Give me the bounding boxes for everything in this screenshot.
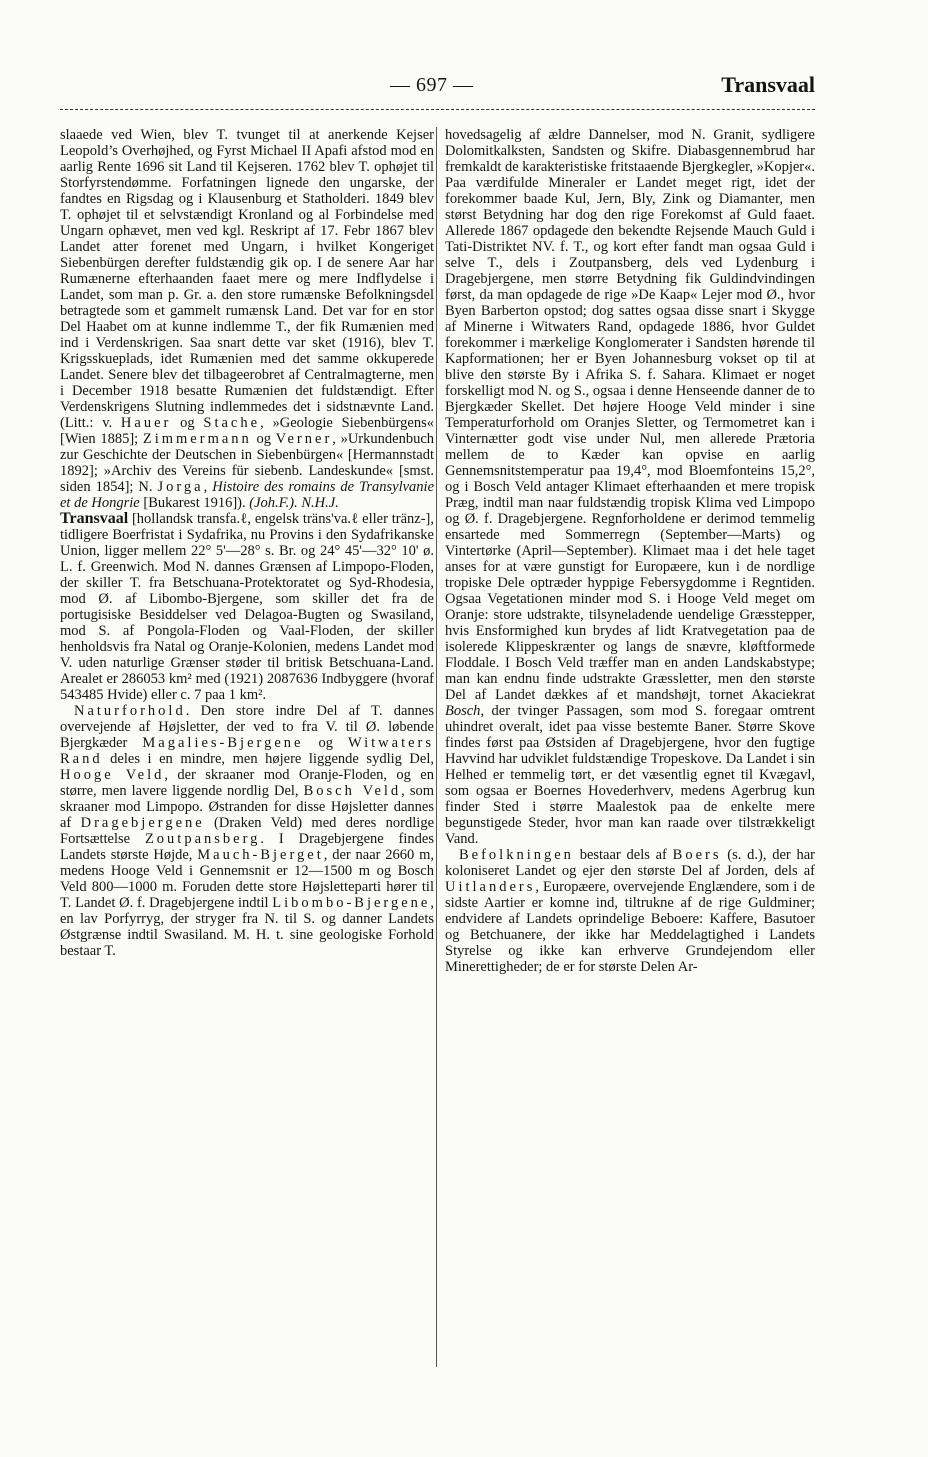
place-name: Mauch-Bjerget xyxy=(197,847,324,863)
entry-headword: Transvaal xyxy=(60,510,129,527)
text-run: slaaede ved Wien, blev T. tvunget til at anerkende Kejser Leopold’s Overhøjhed, og Fyrst Michael II Apafi afstod mod en aarlig Rente 1696 sit Land til Kejseren. 1762 blev T. ophøjet til Storfyrstendømme. Forfatningen lignede den ungarske, der fandtes en Rigsdag og i Klausenburg et Statholderi. 1849 blev T. ophøjet til et selvstændigt Kronland og al Forbindelse med Ungarn ophævet, men ved kgl. Reskript af 17. Febr 1867 blev Landet atter forenet med Ungarn, i hvilket Kongeriget Siebenbürgen derefter fuldstændig gik op. I de senere Aar har Rumænerne efterhaanden faaet mere og mere Indflydelse i Landet, som man p. Gr. a. den store rumænske Befolkningsdel betragtede som et gammelt rumænsk Land. Det var for en stor Del Haabet om at kunne indlemme T., der fik Rumænien med ind i Verdenskrigen. Saa snart dette var sket (1916), blev T. Krigsskueplads, idet Rumænien med det samme okkuperede Landet. Senere blev det tilbageerobret af Centralmagterne, men i December 1918 besatte Rumænien det fuldstændigt. Efter Verdenskrigens Slutning indlemmedes det i sidstnævnte Land. (Litt.: v. xyxy=(60,127,434,431)
right-column xyxy=(445,127,815,1377)
text-run: [hollandsk transfa.ℓ, engelsk träns'va.ℓ eller tränz-], tidligere Boerfristat i Sydafrika, nu Provins i den Sydafrikanske Union, ligger mellem 22° 5'—28° s. Br. og 24° 45'—32° 10' ø. L. f. Greenwich. Mod N. dannes Grænsen af Limpopo-Floden, der skiller T. fra Betschuana-Protektoratet og Syd-Rhodesia, mod Ø. af Libombo-Bjergene, som skiller det fra de portugisiske Besiddelser ved Delagoa-Bugten og Swasiland, mod S. af Pongola-Floden og Vaal-Floden, der skiller henholdsvis fra Natal og Oranje-Kolonien, medens Landet mod V. uden naturlige Grænser støder til britisk Betschuana-Land. Arealet er 286053 km² med (1921) 2087636 Indbyggere (hvoraf 543485 Hvide) eller c. 7 paa 1 km². xyxy=(60,511,434,703)
text-run: , en lav Porfyrryg, der stryger fra N. til S. og danner Landets Østgrænse indtil Swasiland. M. H. t. sine geologiske Forhold bestaar T. xyxy=(60,895,434,959)
text-run: , xyxy=(203,479,213,495)
text-run: (s. d.), der har koloniseret Landet og ejer den største Del af Jorden, dels af xyxy=(445,847,815,879)
place-name: Zoutpansberg xyxy=(144,831,261,847)
text-run: og xyxy=(171,415,204,431)
book-title: Histoire des romains de Transylvanie et de Hongrie xyxy=(60,479,434,511)
text-run: , som skraaner mod Limpopo. Østranden for disse Højsletter dannes af xyxy=(60,783,434,831)
place-name: Magalies-Bjergene xyxy=(142,735,304,751)
section-heading: Befolkningen xyxy=(459,847,574,863)
paragraph xyxy=(445,127,815,847)
text-run: hovedsagelig af ældre Dannelser, mod N. Granit, sydligere Dolomitkalksten, Sandsten og Skifre. Diabasgennembrud har fremkaldt de karakteristiske fritstaaende Bjergkegler, »Kopjer«. Paa værdifulde Mineraler er Landet meget rigt, idet der forekommer baade Kul, Jern, Bly, Zink og Diamanter, men størst Betydning har dog den rige Forekomst af Guld faaet. Allerede 1867 opdagede den bekendte Rejsende Mauch Guld i Tati-Distriktet NV. f. T., og kort efter fandt man ogsaa Guld i selve T., dels i Zoutpansberg, dels ved Lydenburg i Dragebjergene, men større Betydning fik Guldindvindingen først, da man opdagede de rige »De Kaap« Lejer mod Ø., hvor Byen Barberton opstod; dog sattes ogsaa disse snart i Skygge af Minerne i Witwaters Rand, opdagede 1886, hvor Guldet forekommer i mærkelige Konglomerater i Sandsten hørende til Kapformationen; her er Byen Johannesburg vokset op til at blive den største By i Afrika S. f. Sahara. Klimaet er noget forskelligt mod N. og S., ogsaa i denne Henseende danner de to Bjergkæder Skellet. Det højere Hooge Veld minder i sine Temperaturforhold om Oranjes Sletter, og Termometret kan i Vinternætter godt vise under Nul, men allerede Prætoria mellem de to Kæder kan opvise en aarlig Gennemsnitstemperatur paa 19,4°, mod Bloemfonteins 15,2°, og i Bosch Veld antager Klimaet efterhaanden et mere tropisk Præg, indtil man naar fuldstændig tropisk Klima ved Limpopo og Ø. f. Dragebjergene. Regnforholdene er derimod temmelig ensartede med Sommerregn (September—Marts) og Vintertørke (April—September). Klimaet maa i det hele taget anses for at være gunstigt for Europæere, kun i de nordlige tropiske Dele optræder hyppige Febersygdomme i Regntiden. Ogsaa Vegetationen minder mod S. i Hooge Veld meget om Oranje: store udstrakte, tilsyneladende uendelige Græsstepper, hvis Ensformighed kun brydes af lidt Kratvegetation paa de isolerede Klippeskrænter og langs de snævre, kløftformede Floddale. I Bosch Veld træffer man en anden Landskabstype; man kan endnu finde udstrakte Græssletter, men den største Del af Landet dækkes af et mandshøjt, tornet Akaciekrat xyxy=(445,127,815,703)
column-divider xyxy=(436,127,437,1367)
author-name: Hauer xyxy=(120,415,172,431)
place-name: Bosch Veld xyxy=(303,783,402,799)
author-name: Jorga xyxy=(157,479,204,495)
place-name: Libombo-Bjergene xyxy=(272,895,431,911)
paragraph xyxy=(60,703,434,959)
text-run: deles i en mindre, men højere liggende sydlig Del, xyxy=(102,751,434,767)
text-run: og xyxy=(303,735,348,751)
paragraph xyxy=(60,127,434,511)
left-column xyxy=(60,127,434,1377)
term: Boers xyxy=(672,847,722,863)
text-run: , der skraaner mod Oranje-Floden, og en større, men lavere liggende nordlig Del, xyxy=(60,767,434,799)
italic-term: Bosch xyxy=(445,703,481,719)
text-run: , »Urkundenbuch zur Geschichte der Deutschen in Siebenbürgen« [Hermannstadt 1892]; »Archiv des Vereins für siebenb. Landeskunde« [smst. siden 1854]; N. xyxy=(60,431,434,495)
paragraph xyxy=(445,847,815,975)
author-name: Verner xyxy=(275,431,333,447)
author-name: Zimmermann xyxy=(142,431,252,447)
text-run: , der naar 2660 m, medens Hooge Veld i Gennemsnit er 12—1500 m og Bosch Veld 800—1000 m. Foruden dette store Højsletteparti hører til T. Landet Ø. f. Dragebjergene indtil xyxy=(60,847,434,911)
text-run: bestaar dels af xyxy=(573,847,673,863)
entry-paragraph xyxy=(60,511,434,703)
section-heading: Naturforhold xyxy=(74,703,186,719)
place-name: Dragebjergene xyxy=(80,815,205,831)
text-run: . Den store indre Del af T. dannes overvejende af Højsletter, der ved to fra V. til Ø. løbende Bjergkæder xyxy=(60,703,434,751)
text-run: . I Dragebjergene findes Landets største Højde, xyxy=(60,831,434,863)
page-header xyxy=(60,70,815,104)
running-head: Transvaal xyxy=(721,72,815,97)
text-run: [Bukarest 1916]). xyxy=(139,495,250,511)
signature-initials: (Joh.F.). N.H.J. xyxy=(249,495,339,511)
author-name: Stache xyxy=(203,415,261,431)
page-number: — 697 — xyxy=(390,74,474,96)
text-run: og xyxy=(251,431,276,447)
text-run: , »Geologie Siebenbürgens« [Wien 1885]; xyxy=(60,415,434,447)
text-run: , Europæere, overvejende Englændere, som i de sidste Aartier er komne ind, tiltrukne af de rige Guldminer; endvidere af Landets oprindelige Beboere: Kaffere, Basutoer og Betchuanere, der ikke har Meddelagtighed i Landets Styrelse og ikke kan erhverve Grundejendom eller Minerettigheder; de er for største Delen Ar- xyxy=(445,879,815,975)
place-name: Witwaters Rand xyxy=(60,735,434,767)
text-run: , der tvinger Passagen, som mod S. foregaar omtrent uhindret overalt, idet paa visse bestemte Baner. Større Skove findes først paa Østsiden af Dragebjergene, hvor den fugtige Havvind har udviklet fuldstændige Tropeskove. Da Landet i sin Helhed er temmelig tørt, er det væsentlig egnet til Kvægavl, som ogsaa er Boernes Hovederhverv, medens Agerbrug kun finder Sted i større Maalestok paa de enkelte mere begunstigede Steder, hvor man kan raade over tilstrækkeligt Vand. xyxy=(445,703,815,847)
term: Uitlanders xyxy=(445,879,536,895)
text-run: (Draken Veld) med deres nordlige Fortsættelse xyxy=(60,815,434,847)
header-rule xyxy=(60,109,815,110)
place-name: Hooge Veld xyxy=(60,767,165,783)
